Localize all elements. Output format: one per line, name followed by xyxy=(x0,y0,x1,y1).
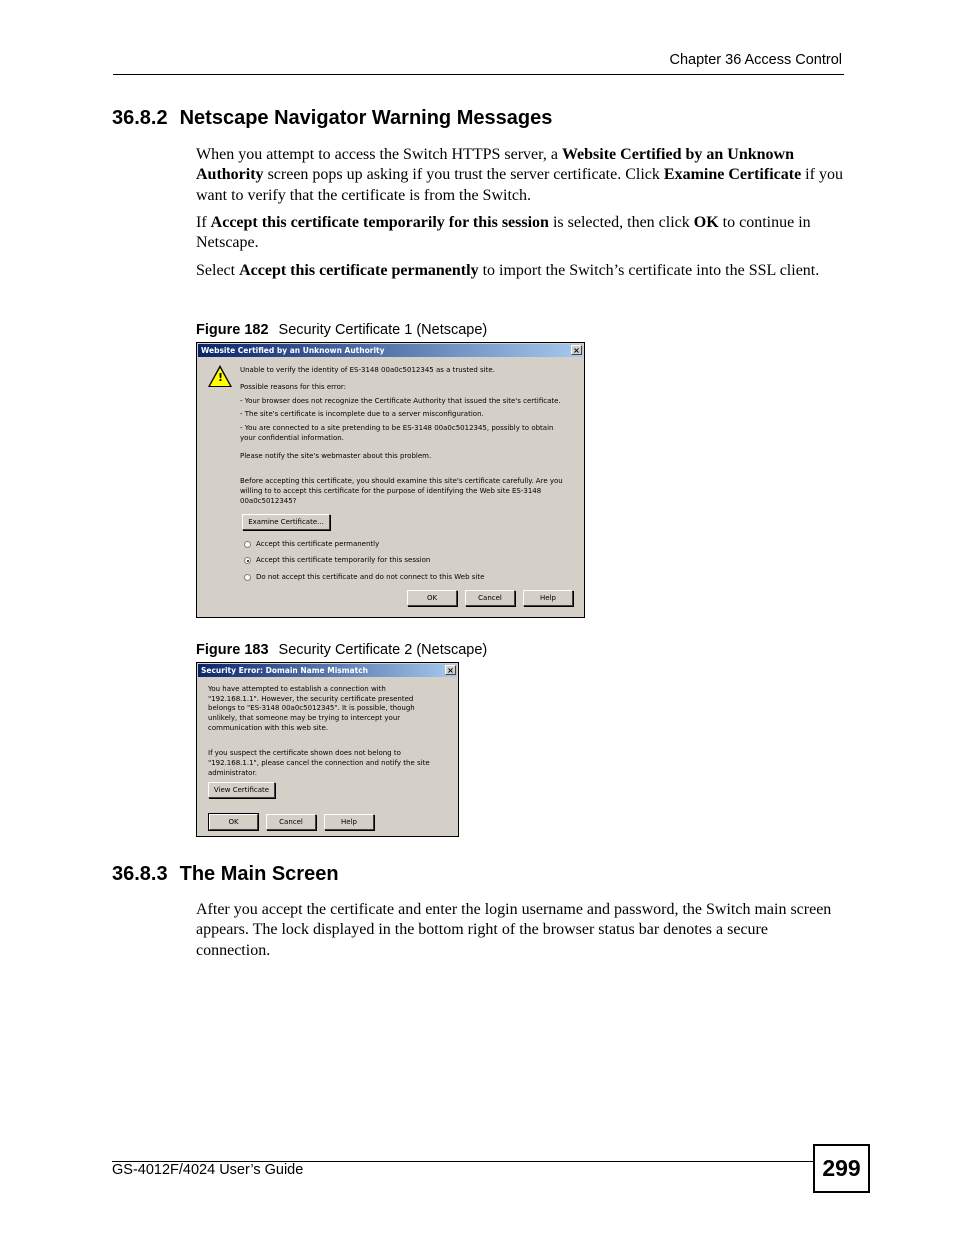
header-rule xyxy=(113,74,844,75)
dialog-text: communication with this web site. xyxy=(208,724,329,732)
bold-text: Website Certified by an Unknown Authority xyxy=(196,146,794,184)
chapter-header: Chapter 36 Access Control xyxy=(669,52,842,68)
section-title: The Main Screen xyxy=(179,863,339,885)
dialog-text: If you suspect the certificate shown does not belong to xyxy=(208,749,401,757)
domain-mismatch-dialog xyxy=(196,662,459,837)
dialog-text: Possible reasons for this error: xyxy=(240,383,347,391)
warning-icon: ! xyxy=(208,365,232,387)
text: If xyxy=(196,214,211,231)
section-number: 36.8.2 xyxy=(112,107,168,129)
dialog-text: "192.168.1.1", please cancel the connection and notify the site xyxy=(208,759,430,767)
help-button[interactable]: Help xyxy=(324,814,374,830)
radio-label: Accept this certificate temporarily for this session xyxy=(256,556,431,564)
dialog-text: 00a0c5012345? xyxy=(240,497,297,505)
radio-accept-permanently[interactable] xyxy=(244,541,251,548)
dialog-text: - You are connected to a site pretending to be ES-3148 00a0c5012345, possibly to obtain xyxy=(240,424,554,432)
unknown-authority-dialog xyxy=(196,342,585,618)
figure-caption: Security Certificate 1 (Netscape) xyxy=(278,322,488,338)
dialog-text: - The site's certificate is incomplete due to a server misconfiguration. xyxy=(240,410,484,418)
ok-button[interactable]: OK xyxy=(407,590,457,606)
dialog-text: willing to to accept this certificate for the purpose of identifying the Web site ES-3148 xyxy=(240,487,542,495)
figure-182-caption xyxy=(196,322,487,338)
radio-do-not-accept[interactable] xyxy=(244,574,251,581)
paragraph-2 xyxy=(196,213,844,254)
bold-text: Accept this certificate permanently xyxy=(239,262,479,279)
dialog-text: You have attempted to establish a connection with xyxy=(208,685,386,693)
dialog-text: Before accepting this certificate, you should examine this site's certificate carefully. Are you xyxy=(240,477,563,485)
help-button[interactable]: Help xyxy=(523,590,573,606)
text: screen pops up asking if you trust the server certificate. Click xyxy=(263,166,664,184)
cancel-button[interactable]: Cancel xyxy=(465,590,515,606)
radio-accept-temporarily[interactable] xyxy=(244,557,251,564)
dialog-title: Security Error: Domain Name Mismatch xyxy=(201,666,368,675)
bold-text: Accept this certificate temporarily for this session xyxy=(210,214,549,231)
dialog-title: Website Certified by an Unknown Authority xyxy=(201,346,385,355)
dialog-title-bar xyxy=(198,344,583,357)
figure-183-caption xyxy=(196,642,487,658)
paragraph-4: After you accept the certificate and enter the login username and password, the Switch main screen appears. The lock displayed in the bottom right of the browser status bar denotes a secure connection. xyxy=(196,901,832,959)
text: When you attempt to access the Switch HTTPS server, a xyxy=(196,146,562,163)
view-certificate-button[interactable]: View Certificate xyxy=(208,782,275,798)
bold-text: Examine Certificate xyxy=(663,166,802,184)
dialog-title-bar xyxy=(198,664,457,677)
radio-label: Accept this certificate permanently xyxy=(256,540,380,548)
close-icon[interactable]: × xyxy=(571,345,582,355)
section-heading-3683 xyxy=(112,863,339,886)
dialog-text: belongs to "ES-3148 00a0c5012345". It is possible, though xyxy=(208,704,415,712)
radio-label: Do not accept this certificate and do not connect to this Web site xyxy=(256,573,485,581)
figure-label: Figure 183 xyxy=(196,642,269,658)
dialog-text: unlikely, that someone may be trying to intercept your xyxy=(208,714,401,722)
text: if you want to verify that the certificate is from the Switch. xyxy=(196,166,843,204)
section-title: Netscape Navigator Warning Messages xyxy=(179,107,553,129)
text: to continue in Netscape. xyxy=(196,214,811,252)
close-icon[interactable]: × xyxy=(445,665,456,675)
dialog-text: your confidential information. xyxy=(240,434,344,442)
paragraph-1 xyxy=(196,145,844,206)
section-number: 36.8.3 xyxy=(112,863,168,885)
dialog-text: "192.168.1.1". However, the security certificate presented xyxy=(208,695,414,703)
figure-label: Figure 182 xyxy=(196,322,269,338)
text: to import the Switch’s certificate into the SSL client. xyxy=(478,262,820,279)
dialog-text: Unable to verify the identity of ES-3148 00a0c5012345 as a trusted site. xyxy=(240,366,495,374)
dialog-text: Please notify the site's webmaster about this problem. xyxy=(240,452,432,460)
cancel-button[interactable]: Cancel xyxy=(266,814,316,830)
guide-title: GS-4012F/4024 User’s Guide xyxy=(112,1162,304,1178)
text: Select xyxy=(196,262,240,279)
ok-button[interactable]: OK xyxy=(209,814,258,830)
section-heading-3682 xyxy=(112,107,552,130)
text: is selected, then click xyxy=(548,214,694,231)
dialog-text: administrator. xyxy=(208,769,257,777)
paragraph-3 xyxy=(196,261,844,281)
dialog-text: - Your browser does not recognize the Certificate Authority that issued the site's certificate. xyxy=(240,397,561,405)
examine-certificate-button[interactable]: Examine Certificate... xyxy=(242,514,330,530)
figure-caption: Security Certificate 2 (Netscape) xyxy=(278,642,488,658)
page-number: 299 xyxy=(813,1144,870,1193)
bold-text: OK xyxy=(693,214,719,231)
